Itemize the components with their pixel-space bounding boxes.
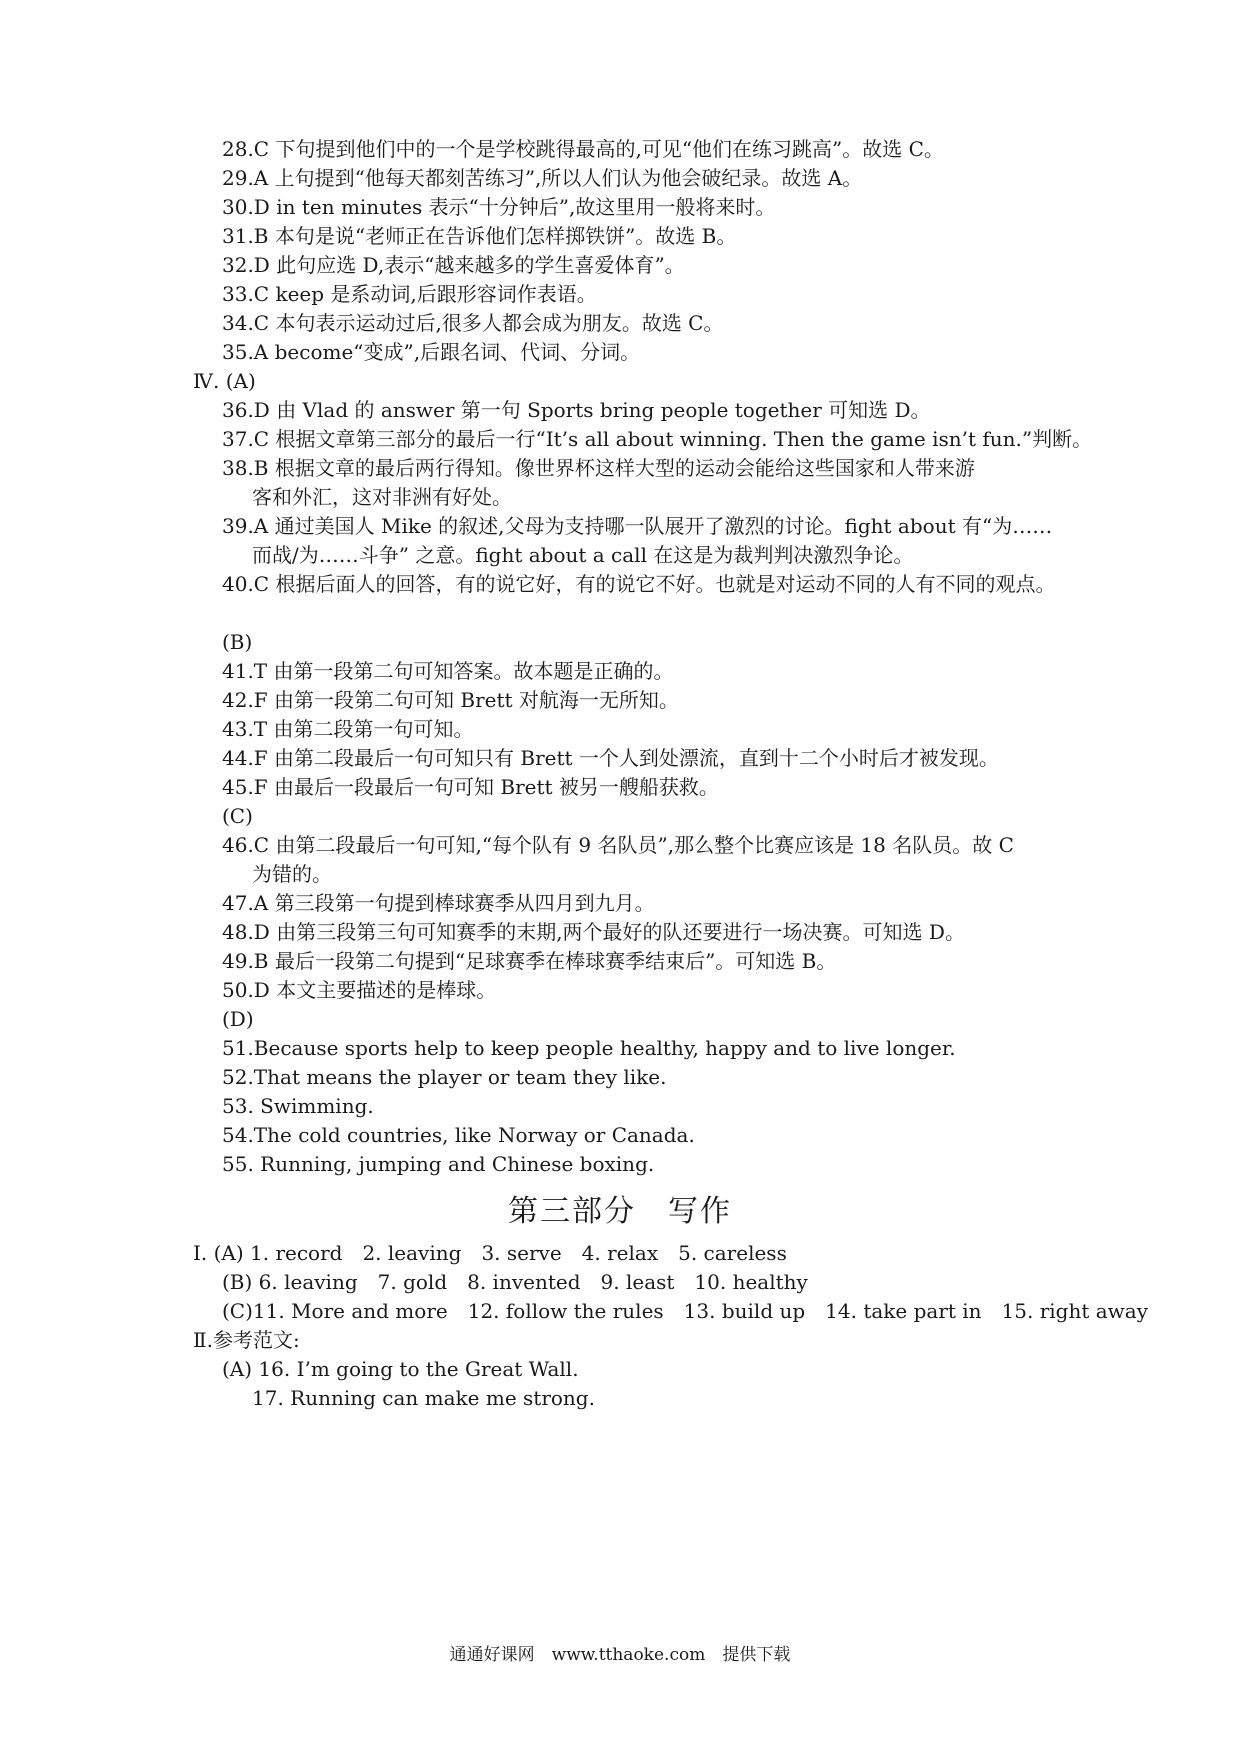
answer-30: 30.D in ten minutes 表示“十分钟后”,故这里用一般将来时。 bbox=[222, 195, 776, 219]
answer-40: 40.C 根据后面人的回答，有的说它好，有的说它不好。也就是对运动不同的人有不同的观点。 bbox=[222, 572, 1056, 596]
answer-39-cont: 而战/为……斗争” 之意。fight about a call 在这是为裁判判决激烈争论。 bbox=[252, 543, 914, 567]
part4-b-label: (B) bbox=[222, 630, 253, 654]
answer-44: 44.F 由第二段最后一句可知只有 Brett 一个人到处漂流，直到十二个小时后才被发现。 bbox=[222, 746, 999, 770]
answer-42: 42.F 由第一段第二句可知 Brett 对航海一无所知。 bbox=[222, 688, 679, 712]
part4-label: Ⅳ. (A) bbox=[193, 369, 256, 393]
answer-55: 55. Running, jumping and Chinese boxing. bbox=[222, 1152, 655, 1176]
answer-35: 35.A become“变成”,后跟名词、代词、分词。 bbox=[222, 340, 641, 364]
part4-d-label: (D) bbox=[222, 1007, 254, 1031]
writing-2-label: Ⅱ.参考范文: bbox=[193, 1328, 300, 1352]
answer-32: 32.D 此句应选 D,表示“越来越多的学生喜爱体育”。 bbox=[222, 253, 685, 277]
answer-47: 47.A 第三段第一句提到棒球赛季从四月到九月。 bbox=[222, 891, 655, 915]
answer-46-cont: 为错的。 bbox=[252, 862, 332, 886]
answer-37: 37.C 根据文章第三部分的最后一行“It’s all about winning. Then the game isn’t fun.”判断。 bbox=[222, 427, 1093, 451]
answer-39: 39.A 通过美国人 Mike 的叙述,父母为支持哪一队展开了激烈的讨论。fight about 有“为…… bbox=[222, 514, 1053, 538]
writing-1-b: (B) 6. leaving 7. gold 8. invented 9. least 10. healthy bbox=[222, 1270, 808, 1294]
writing-1-a: Ⅰ. (A) 1. record 2. leaving 3. serve 4. relax 5. careless bbox=[193, 1241, 787, 1265]
answer-38-cont: 客和外汇，这对非洲有好处。 bbox=[252, 485, 512, 509]
answer-28: 28.C 下句提到他们中的一个是学校跳得最高的,可见“他们在练习跳高”。故选 C。 bbox=[222, 137, 944, 161]
answer-33: 33.C keep 是系动词,后跟形容词作表语。 bbox=[222, 282, 597, 306]
answer-31: 31.B 本句是说“老师正在告诉他们怎样掷铁饼”。故选 B。 bbox=[222, 224, 737, 248]
answer-41: 41.T 由第一段第二句可知答案。故本题是正确的。 bbox=[222, 659, 674, 683]
page-footer: 通通好课网 www.tthaoke.com 提供下载 bbox=[449, 1645, 791, 1665]
writing-2-a-16: (A) 16. I’m going to the Great Wall. bbox=[222, 1357, 579, 1381]
answer-49: 49.B 最后一段第二句提到“足球赛季在棒球赛季结束后”。可知选 B。 bbox=[222, 949, 837, 973]
answer-50: 50.D 本文主要描述的是棒球。 bbox=[222, 978, 497, 1002]
writing-1-c: (C)11. More and more 12. follow the rules 13. build up 14. take part in 15. right away bbox=[222, 1299, 1149, 1323]
answer-36: 36.D 由 Vlad 的 answer 第一句 Sports bring people together 可知选 D。 bbox=[222, 398, 931, 422]
answer-46: 46.C 由第二段最后一句可知,“每个队有 9 名队员”,那么整个比赛应该是 18 名队员。故 C bbox=[222, 833, 1014, 857]
answer-29: 29.A 上句提到“他每天都刻苦练习”,所以人们认为他会破纪录。故选 A。 bbox=[222, 166, 863, 190]
answer-34: 34.C 本句表示运动过后,很多人都会成为朋友。故选 C。 bbox=[222, 311, 724, 335]
answer-45: 45.F 由最后一段最后一句可知 Brett 被另一艘船获救。 bbox=[222, 775, 719, 799]
answer-43: 43.T 由第二段第一句可知。 bbox=[222, 717, 474, 741]
answer-38: 38.B 根据文章的最后两行得知。像世界杯这样大型的运动会能给这些国家和人带来游 bbox=[222, 456, 975, 480]
answer-54: 54.The cold countries, like Norway or Canada. bbox=[222, 1123, 695, 1147]
writing-2-a-17: 17. Running can make me strong. bbox=[252, 1386, 595, 1410]
answer-52: 52.That means the player or team they like. bbox=[222, 1065, 667, 1089]
answer-53: 53. Swimming. bbox=[222, 1094, 374, 1118]
answer-48: 48.D 由第三段第三句可知赛季的末期,两个最好的队还要进行一场决赛。可知选 D。 bbox=[222, 920, 965, 944]
answer-51: 51.Because sports help to keep people healthy, happy and to live longer. bbox=[222, 1036, 956, 1060]
part4-c-label: (C) bbox=[222, 804, 253, 828]
section-heading: 第三部分 写作 bbox=[508, 1194, 732, 1229]
